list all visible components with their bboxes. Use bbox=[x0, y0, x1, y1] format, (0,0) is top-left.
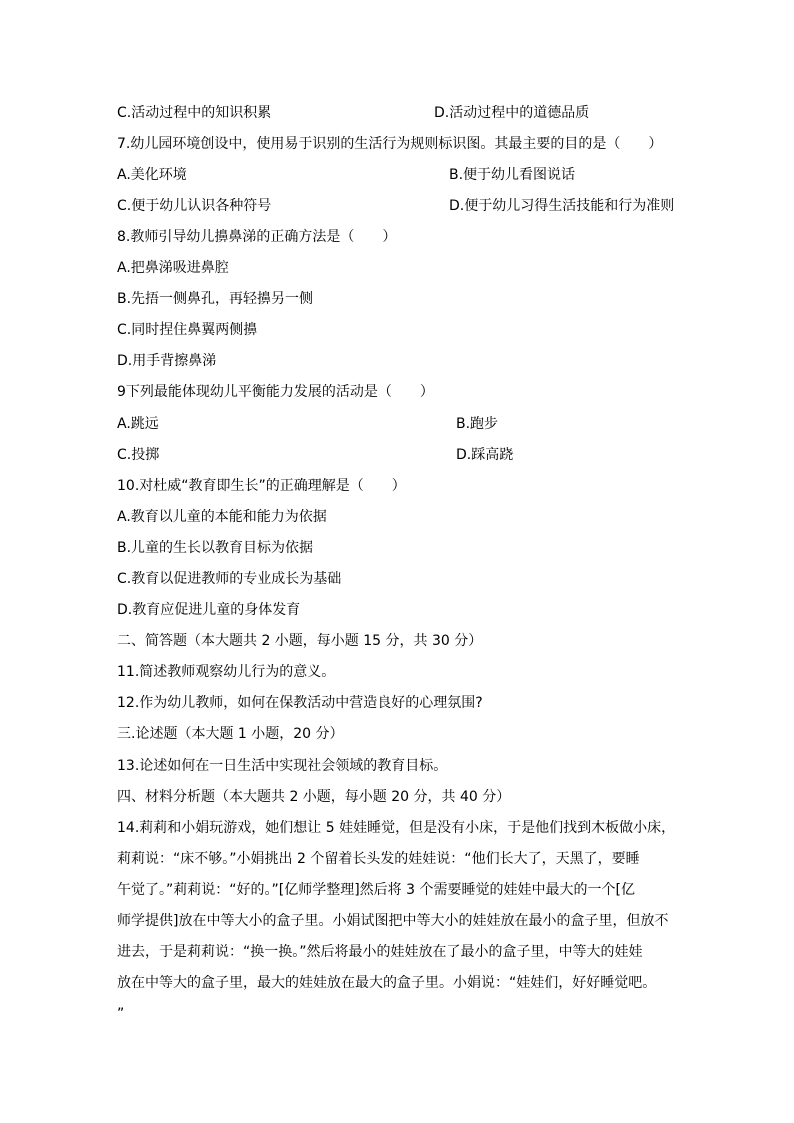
q14-line-1: 14.莉莉和小娟玩游戏，她们想让 5 娃娃睡觉，但是没有小床，于是他们找到木板做小床， bbox=[117, 820, 676, 836]
q7-option-d: D.便于幼儿习得生活技能和行为准则 bbox=[449, 198, 675, 214]
q14-line-3: 午觉了。”莉莉说：“好的。”[亿师学整理]然后将 3 个需要睡觉的娃娃中最大的一个[亿 bbox=[117, 882, 635, 898]
q7-stem: 7.幼儿园环境创设中，使用易于识别的生活行为规则标识图。其最主要的目的是（ ） bbox=[117, 136, 663, 152]
q9-option-d: D.踩高跷 bbox=[456, 447, 514, 463]
section3-heading: 三.论述题（本大题 1 小题，20 分） bbox=[117, 726, 344, 742]
q10-option-c: C.教育以促进教师的专业成长为基础 bbox=[117, 571, 342, 587]
section4-heading: 四、材料分析题（本大题共 2 小题，每小题 20 分，共 40 分） bbox=[117, 789, 511, 805]
q10-option-a: A.教育以儿童的本能和能力为依据 bbox=[117, 509, 327, 525]
q9-option-c: C.投掷 bbox=[117, 447, 160, 463]
q14-line-2: 莉莉说：“床不够。”小娟挑出 2 个留着长头发的娃娃说：“他们长大了，天黑了，要睡 bbox=[117, 851, 640, 867]
q8-option-b: B.先捂一侧鼻孔，再轻擤另一侧 bbox=[117, 291, 314, 307]
q6-option-c: C.活动过程中的知识积累 bbox=[117, 105, 272, 121]
q7-option-a: A.美化环境 bbox=[117, 167, 187, 183]
q7-option-c: C.便于幼儿认识各种符号 bbox=[117, 198, 272, 214]
q14-line-4: 师学提供]放在中等大小的盒子里。小娟试图把中等大小的娃娃放在最小的盒子里，但放不 bbox=[117, 913, 669, 929]
q10-option-b: B.儿童的生长以教育目标为依据 bbox=[117, 540, 314, 556]
section2-heading: 二、简答题（本大题共 2 小题，每小题 15 分，共 30 分） bbox=[117, 633, 483, 649]
q14-line-7: ” bbox=[117, 1006, 125, 1022]
q10-option-d: D.教育应促进儿童的身体发育 bbox=[117, 602, 301, 618]
q13-text: 13.论述如何在一日生活中实现社会领域的教育目标。 bbox=[117, 758, 448, 774]
q9-option-a: A.跳远 bbox=[117, 416, 159, 432]
q11-text: 11.简述教师观察幼儿行为的意义。 bbox=[117, 664, 336, 680]
q9-option-b: B.跑步 bbox=[456, 416, 499, 432]
q8-option-c: C.同时捏住鼻翼两侧擤 bbox=[117, 322, 258, 338]
q14-line-5: 进去，于是莉莉说：“换一换。”然后将最小的娃娃放在了最小的盒子里，中等大的娃娃 bbox=[117, 944, 643, 960]
q14-line-6: 放在中等大的盒子里，最大的娃娃放在最大的盒子里。小娟说：“娃娃们，好好睡觉吧。 bbox=[117, 975, 657, 991]
q10-stem: 10.对杜威“教育即生长”的正确理解是（ ） bbox=[117, 478, 406, 494]
q8-option-d: D.用手背擦鼻涕 bbox=[117, 353, 217, 369]
q8-option-a: A.把鼻涕吸进鼻腔 bbox=[117, 260, 229, 276]
q7-option-b: B.便于幼儿看图说话 bbox=[449, 167, 576, 183]
q8-stem: 8.教师引导幼儿擤鼻涕的正确方法是（ ） bbox=[117, 229, 397, 245]
q6-option-d: D.活动过程中的道德品质 bbox=[434, 105, 590, 121]
q12-text: 12.作为幼儿教师，如何在保教活动中营造良好的心理氛围? bbox=[117, 695, 483, 711]
q9-stem: 9下列最能体现幼儿平衡能力发展的活动是（ ） bbox=[117, 384, 434, 400]
